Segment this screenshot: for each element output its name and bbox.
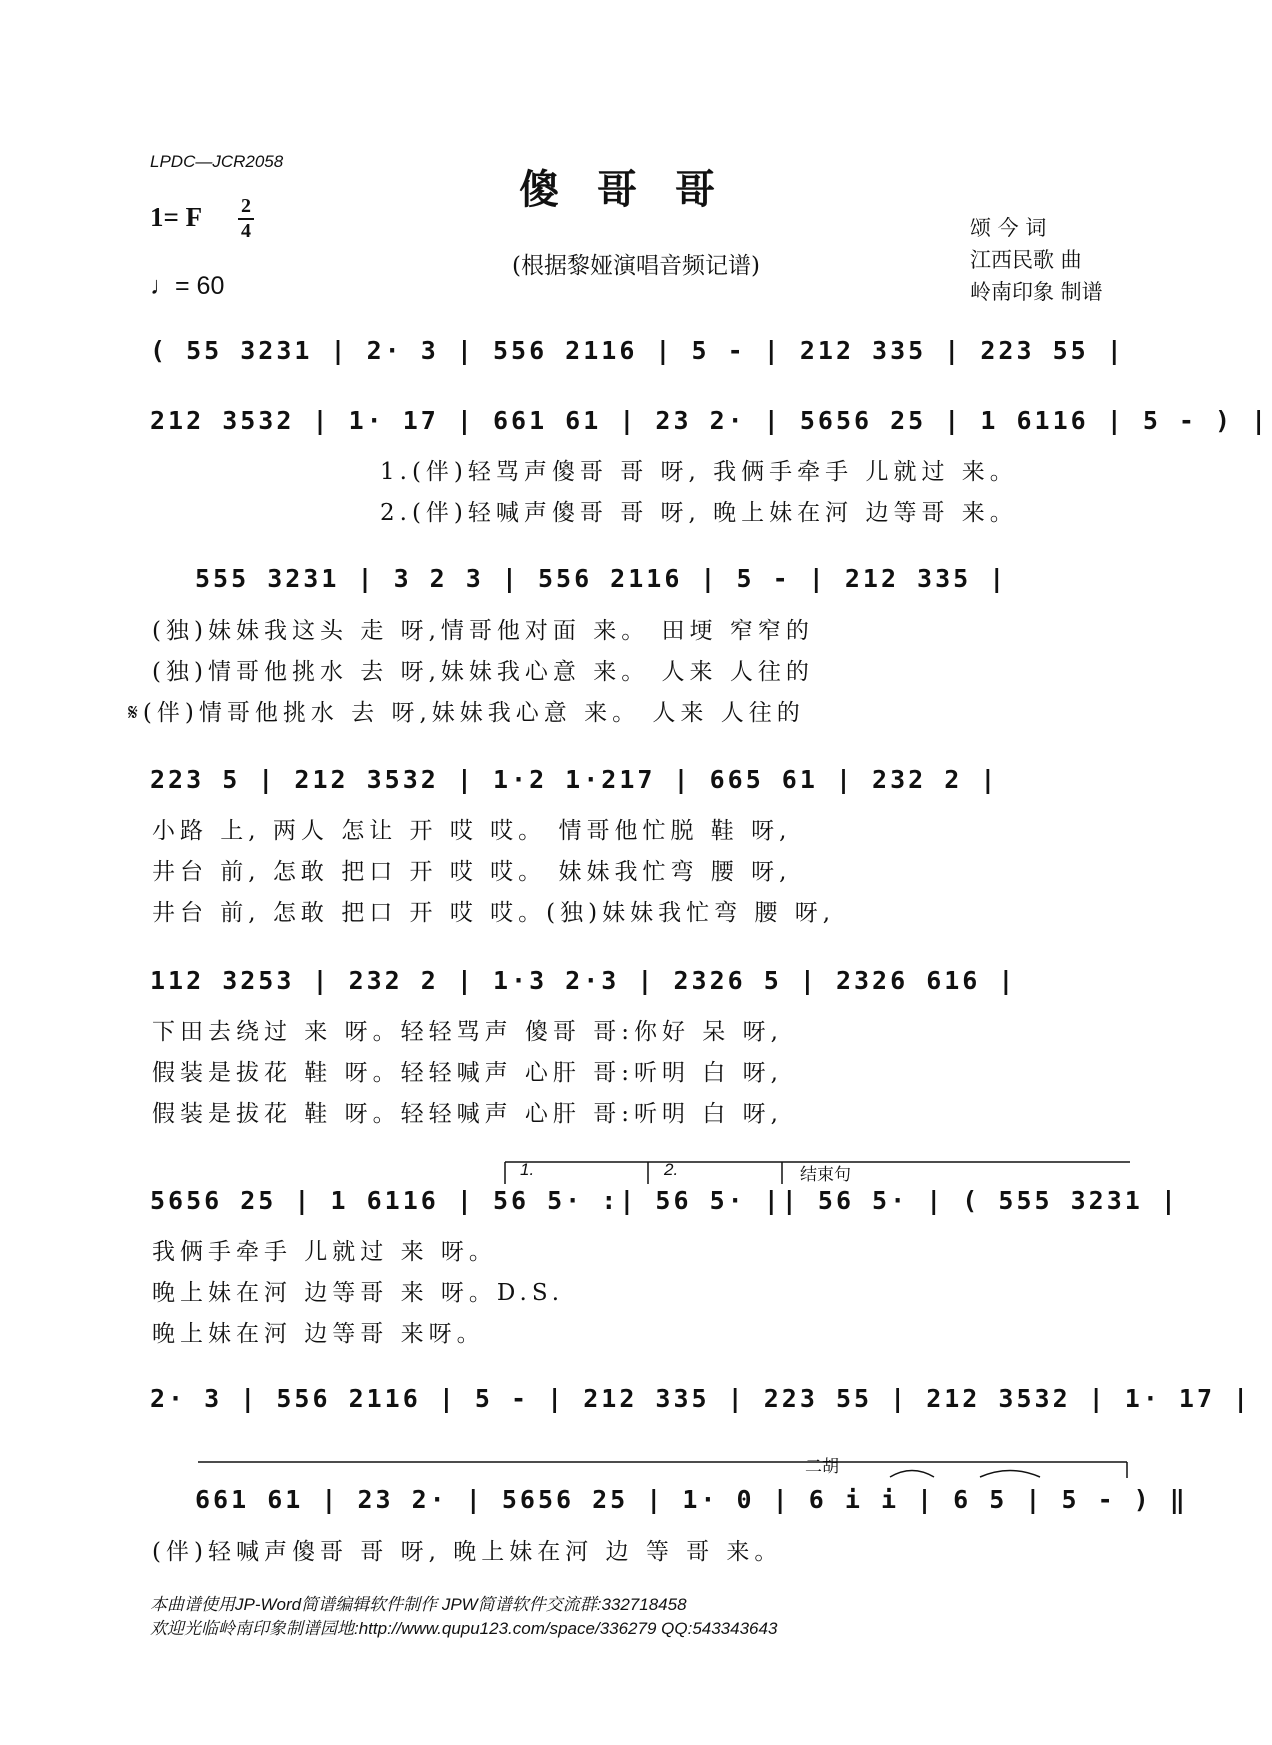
lyric-line-3-2: (独)情哥他挑水 去 呀,妹妹我心意 来。 人来 人往的: [152, 659, 814, 685]
lyric-line-5-3: 假装是拔花 鞋 呀。轻轻喊声 心肝 哥:听明 白 呀,: [152, 1101, 783, 1127]
lyric-line-2-1: 1.(伴)轻骂声傻哥 哥 呀, 我俩手牵手 儿就过 来。: [380, 459, 1018, 485]
lyric-line-4-3: 井台 前, 怎敢 把口 开 哎 哎。(独)妹妹我忙弯 腰 呀,: [152, 900, 836, 926]
music-line-8: 661 61 | 23 2· | 5656 25 | 1· 0 | 6 i i | 6 5 | 5 - ) ‖: [195, 1485, 1188, 1514]
music-line-3: 555 3231 | 3 2 3 | 556 2116 | 5 - | 212 335 |: [195, 564, 1008, 593]
music-line-2: 212 3532 | 1· 17 | 661 61 | 23 2· | 5656 25 | 1 6116 | 5 - ) |: [150, 406, 1270, 435]
key-signature: 1= F: [150, 202, 203, 232]
tie-arc: [980, 1471, 1040, 1478]
lyric-line-6-2: 晚上妹在河 边等哥 来 呀。D.S.: [152, 1280, 565, 1306]
lyric-line-3-3: 𝄋(伴)情哥他挑水 去 呀,妹妹我心意 来。 人来 人往的: [128, 700, 805, 726]
lyric-line-5-1: 下田去绕过 来 呀。轻轻骂声 傻哥 哥:你好 呆 呀,: [152, 1019, 783, 1045]
lyric-line-3-1: (独)妹妹我这头 走 呀,情哥他对面 来。 田埂 窄窄的: [152, 618, 814, 644]
music-line-5: 112 3253 | 232 2 | 1·3 2·3 | 2326 5 | 2326 616 |: [150, 966, 1017, 995]
music-line-7: 2· 3 | 556 2116 | 5 - | 212 335 | 223 55 | 212 3532 | 1· 17 |: [150, 1384, 1252, 1413]
footer-line-2: 欢迎光临岭南印象制谱园地:http://www.qupu123.com/space/336279 QQ:543343643: [150, 1619, 778, 1638]
lyric-line-6-3: 晚上妹在河 边等哥 来呀。: [152, 1321, 485, 1347]
song-title: 傻哥哥: [519, 166, 753, 213]
erhu-label: 二胡: [805, 1457, 839, 1476]
lyric-line-6-1: 我俩手牵手 儿就过 来 呀。: [152, 1239, 497, 1265]
tie-arc: [890, 1471, 934, 1478]
music-line-1: ( 55 3231 | 2· 3 | 556 2116 | 5 - | 212 335 | 223 55 |: [150, 336, 1125, 365]
subtitle: (根据黎娅演唱音频记谱): [512, 253, 760, 279]
arranger-credit: 岭南印象 制谱: [970, 280, 1103, 304]
lyric-line-5-2: 假装是拔花 鞋 呀。轻轻喊声 心肝 哥:听明 白 呀,: [152, 1060, 783, 1086]
first-ending-label: 1.: [520, 1160, 535, 1179]
time-bottom: 4: [241, 220, 251, 242]
lyric-line-2-2: 2.(伴)轻喊声傻哥 哥 呀, 晚上妹在河 边等哥 来。: [380, 500, 1018, 526]
coda-label: 结束句: [800, 1165, 851, 1184]
composer-credit: 江西民歌 曲: [970, 248, 1082, 272]
score-code: LPDC—JCR2058: [150, 152, 284, 171]
lyric-line-8-1: (伴)轻喊声傻哥 哥 呀, 晚上妹在河 边 等 哥 来。: [152, 1539, 783, 1565]
lyricist-credit: 颂 今 词: [970, 216, 1047, 240]
lyric-line-4-2: 井台 前, 怎敢 把口 开 哎 哎。 妹妹我忙弯 腰 呀,: [152, 859, 792, 885]
tempo-mark: ♩= 60: [150, 272, 225, 300]
music-line-6: 5656 25 | 1 6116 | 56 5· :| 56 5· || 56 5· | ( 555 3231 |: [150, 1186, 1179, 1215]
time-top: 2: [241, 195, 251, 217]
music-line-4: 223 5 | 212 3532 | 1·2 1·217 | 665 61 | 232 2 |: [150, 765, 999, 794]
second-ending-label: 2.: [664, 1160, 679, 1179]
lyric-line-4-1: 小路 上, 两人 怎让 开 哎 哎。 情哥他忙脱 鞋 呀,: [152, 818, 792, 844]
footer-line-1: 本曲谱使用JP-Word简谱编辑软件制作 JPW简谱软件交流群:332718458: [150, 1595, 687, 1614]
